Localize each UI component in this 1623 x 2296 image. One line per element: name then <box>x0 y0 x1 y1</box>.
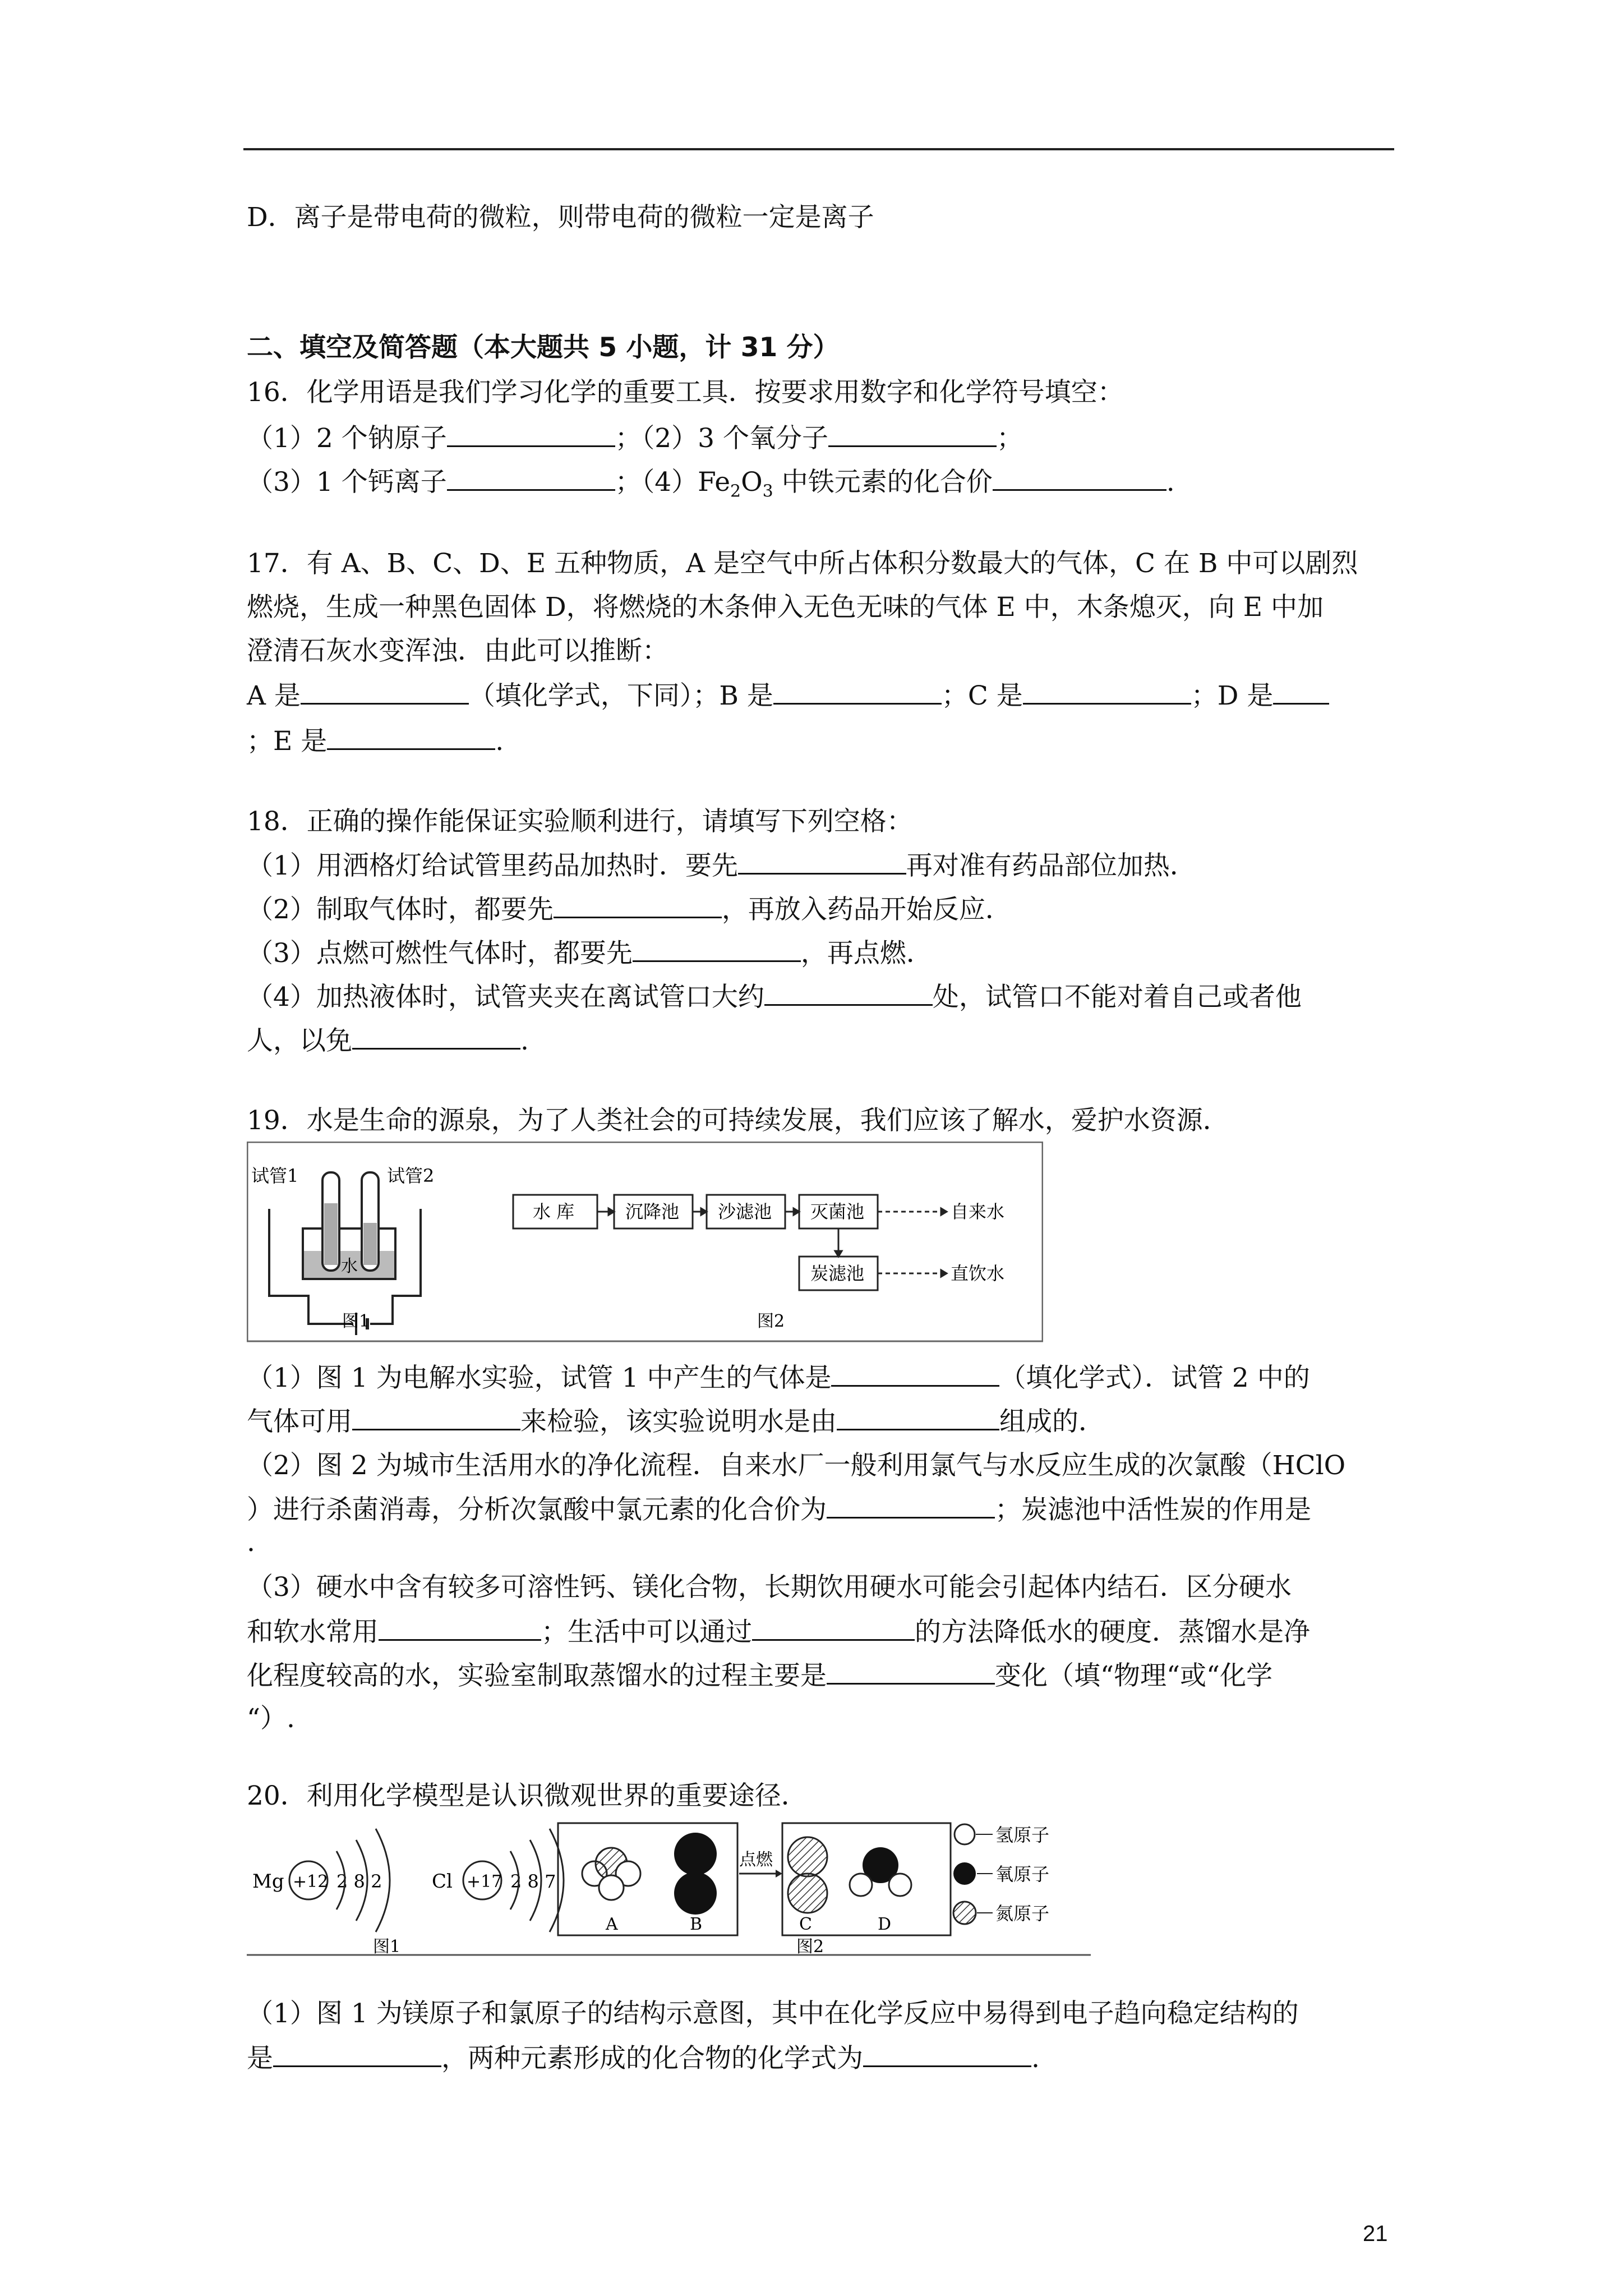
page-number: 21 <box>1363 2221 1388 2246</box>
q17-line-4: A 是 （填化学式，下同）；B 是 ；C 是 ；D 是 <box>247 678 1329 713</box>
answer-blank[interactable] <box>764 979 933 1006</box>
cl-electrons: 2 8 7 <box>510 1871 556 1892</box>
answer-blank[interactable] <box>863 2041 1031 2067</box>
tube1-label: 试管1 <box>251 1165 299 1186</box>
answer-blank[interactable] <box>633 936 801 962</box>
h-atom <box>889 1874 911 1896</box>
answer-blank[interactable] <box>352 1023 520 1050</box>
fig2-label: 图2 <box>757 1312 785 1331</box>
q16-part-2: （3）1 个钙离子 ；$(4)Fe_2O_3$ 中铁元素的化合价 . <box>247 464 1175 508</box>
q19-line-8: 化程度较高的水，实验室制取蒸馏水的过程主要是 变化（填“物理“或“化学 <box>247 1658 1272 1693</box>
ignite-label: 点燃 <box>739 1850 773 1870</box>
answer-blank[interactable] <box>1273 678 1329 705</box>
q19-line-3: （2）图 2 为城市生活用水的净化流程．自来水厂一般利用氯气与水反应生成的次氯酸（HClO <box>247 1450 1346 1481</box>
q17-line-1: 17．有 A、B、C、D、E 五种物质，A 是空气中所占体积分数最大的气体，C 在 B 中可以剧烈 <box>247 548 1358 579</box>
legend-h-icon <box>955 1824 975 1844</box>
mg-electrons: 2 8 2 <box>336 1871 382 1892</box>
answer-blank[interactable] <box>379 1614 541 1641</box>
answer-blank[interactable] <box>773 678 942 705</box>
sand-box: 沙滤池 <box>718 1201 772 1222</box>
q19-line-5: . <box>247 1527 255 1558</box>
answer-blank[interactable] <box>827 1658 995 1685</box>
q18-part-5: 人，以免 . <box>247 1023 529 1058</box>
reservoir-box: 水 库 <box>533 1201 575 1222</box>
n-atom <box>788 1837 827 1876</box>
q18-part-4: （4）加热液体时，试管夹夹在离试管口大约 处，试管口不能对着自己或者他 <box>247 979 1302 1014</box>
q19-line-9: “）. <box>247 1703 295 1734</box>
carbon-box: 炭滤池 <box>810 1263 865 1284</box>
h-atom <box>850 1874 872 1896</box>
answer-blank[interactable] <box>554 892 722 918</box>
legend-n-icon <box>953 1902 976 1924</box>
answer-blank[interactable] <box>827 1492 995 1519</box>
cl-symbol: Cl <box>432 1870 453 1893</box>
answer-blank[interactable] <box>738 848 906 875</box>
fig2-label: 图2 <box>796 1937 824 1957</box>
q18-part-3: （3）点燃可燃性气体时，都要先 ，再点燃． <box>247 936 933 970</box>
answer-blank[interactable] <box>993 464 1166 491</box>
q20-line-2: 是 ，两种元素形成的化合物的化学式为 . <box>247 2041 1040 2076</box>
answer-blank[interactable] <box>301 678 469 705</box>
q16-stem: 16．化学用语是我们学习化学的重要工具．按要求用数字和化学符号填空： <box>247 377 1124 408</box>
tube2-label: 试管2 <box>387 1165 435 1186</box>
q17-line-5: ；E 是 . <box>247 724 504 758</box>
answer-blank[interactable] <box>1023 678 1191 705</box>
section-title: 二、填空及简答题（本大题共 5 小题，计 31 分） <box>247 332 840 363</box>
o-atom <box>674 1833 717 1875</box>
water-label: 水 <box>341 1257 358 1276</box>
answer-blank[interactable] <box>273 2041 441 2067</box>
label-d: D <box>878 1915 892 1934</box>
q18-part-1: （1）用洒格灯给试管里药品加热时．要先 再对准有药品部位加热． <box>247 848 1196 883</box>
q17-line-2: 燃烧，生成一种黑色固体 D，将燃烧的木条伸入无色无味的气体 E 中，木条熄灭，向 E 中加 <box>247 592 1324 623</box>
o-atom <box>674 1872 717 1915</box>
answer-blank[interactable] <box>447 421 615 447</box>
q19-line-4: ）进行杀菌消毒，分析次氯酸中氯元素的化合价为 ；炭滤池中活性炭的作用是 <box>247 1492 1311 1527</box>
header-rule <box>243 148 1394 150</box>
electrolysis-apparatus <box>269 1172 421 1335</box>
answer-blank[interactable] <box>352 1404 520 1430</box>
label-b: B <box>690 1915 703 1934</box>
q19-line-2: 气体可用 来检验，该实验说明水是由 组成的． <box>247 1404 1105 1439</box>
label-a: A <box>606 1915 618 1934</box>
atom-figure <box>247 1818 1091 1958</box>
cl-nucleus-charge: +17 <box>467 1872 502 1892</box>
q20-line-1: （1）图 1 为镁原子和氯原子的结构示意图，其中在化学反应中易得到电子趋向稳定结构的 <box>247 1998 1299 2029</box>
answer-blank[interactable] <box>447 464 615 491</box>
q19-line-6: （3）硬水中含有较多可溶性钙、镁化合物，长期饮用硬水可能会引起体内结石．区分硬水 <box>247 1572 1292 1603</box>
answer-blank[interactable] <box>327 724 495 750</box>
legend-n: 氮原子 <box>995 1903 1050 1924</box>
q18-stem: 18．正确的操作能保证实验顺利进行，请填写下列空格： <box>247 806 913 837</box>
settle-box: 沉降池 <box>625 1201 680 1222</box>
legend-o: 氧原子 <box>995 1864 1050 1885</box>
tap-water-label: 自来水 <box>951 1201 1005 1222</box>
q19-line-7: 和软水常用 ；生活中可以通过 的方法降低水的硬度．蒸馏水是净 <box>247 1614 1310 1649</box>
q18-part-2: （2）制取气体时，都要先 ，再放入药品开始反应． <box>247 892 1012 927</box>
answer-blank[interactable] <box>837 1404 999 1430</box>
q19-stem: 19．水是生命的源泉，为了人类社会的可持续发展，我们应该了解水，爱护水资源． <box>247 1105 1229 1136</box>
water-figure <box>247 1142 1043 1343</box>
mg-nucleus-charge: +12 <box>293 1872 329 1892</box>
sterilize-box: 灭菌池 <box>810 1201 865 1222</box>
legend-h: 氢原子 <box>995 1824 1050 1846</box>
option-d: D．离子是带电荷的微粒，则带电荷的微粒一定是离子 <box>247 202 874 233</box>
fig1-label: 图1 <box>342 1312 370 1331</box>
label-c: C <box>799 1915 812 1934</box>
q16-part-1: （1）2 个钠原子 ；（2）3 个氧分子 ； <box>247 421 1023 455</box>
answer-blank[interactable] <box>828 421 997 447</box>
drink-water-label: 直饮水 <box>951 1263 1005 1284</box>
reaction-arrowhead <box>776 1870 782 1878</box>
h-atom <box>599 1875 624 1900</box>
q19-line-1: （1）图 1 为电解水实验，试管 1 中产生的气体是 （填化学式）．试管 2 中的 <box>247 1360 1310 1395</box>
q20-stem: 20．利用化学模型是认识微观世界的重要途径． <box>247 1780 808 1811</box>
q17-line-3: 澄清石灰水变浑浊．由此可以推断： <box>247 636 668 666</box>
n-atom <box>788 1874 827 1913</box>
legend-o-icon <box>953 1862 976 1885</box>
answer-blank[interactable] <box>752 1614 915 1641</box>
mg-symbol: Mg <box>252 1870 284 1893</box>
fig1-label: 图1 <box>373 1937 401 1957</box>
answer-blank[interactable] <box>831 1360 999 1387</box>
